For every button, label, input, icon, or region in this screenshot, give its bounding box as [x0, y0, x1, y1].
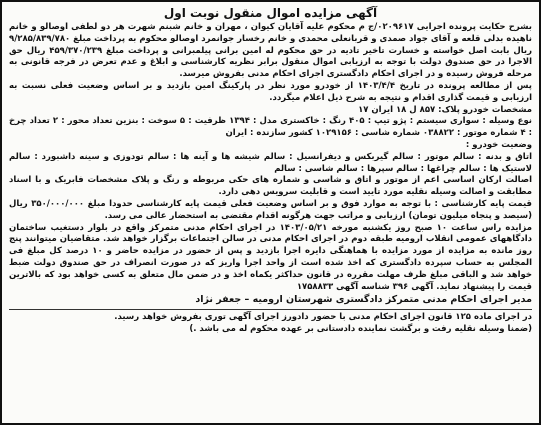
- authenticity-paragraph: اصالت ارکان اساسی اعم از موتور و اتاق و شاسی و شماره های حکی مربوطه و رنگ و پلاک مشخصات فابریک و با اسناد مطابقت و اصالت وسیله نقلیه مورد تایید است و قابلیت سرویس دهی دارد.: [9, 175, 532, 198]
- vehicle-condition: اتاق و بدنه : سالم موتور : سالم گیربکس و دیفرانسیل : سالم شیشه ها و آینه ها : سالم تودوزی و سینه داشبورد : سالم لاستیک ها : سالم چراغها : سالم سپرها : سالم شاسی : سالم: [9, 151, 532, 174]
- article-paragraph: در اجرای ماده ۱۲۵ قانون اجرای احکام مدنی با حضور دادورز اجرای آگهی توری بفروش خواهد رسید.: [114, 312, 532, 323]
- case-paragraph: بشرح حکایت پرونده اجرایی ۰۲۰۹۶۱۷/ج م محکوم علیه آقایان کیوان ، مهران و خانم شبنم شهرت هر دو لطفی اوصالو و خانم ناهیده بدلی قلعه و آقای جواد صمدی و قربانعلی محمدی و خانم رخسار جوانمرد اوصالو محکوم به پرداخت مبلغ ۹/۲۸۵/۸۳۹/۷۸۰ ریال بابت اصل خواسته و خسارت تاخیر تادیه در حق محکوم له امین برانی پیلمبرانی و پرداخت مبلغ ۴۵۹/۳۷۰/۲۳۹ ریال حق الاجرا در حق صندوق دولت با توجه به ارزیابی اموال منقول برابر نظریه کارشناسی و ابلاغ و عدم تعرض در فرجه قانونی به مرحله فروش رسیده و در اجرای احکام دادگستری اجرای احکام مدنی بفروش میرسد.: [9, 22, 532, 80]
- separator-line: [9, 309, 532, 310]
- inspection-paragraph: پس از مطالعه پرونده در تاریخ ۱۴۰۳/۴/۴ از خودرو مورد نظر در پارکینگ امین بازدید و بر اساس وضعیت فعلی نسبت به ارزیابی و قیمت گذاری اقدام و نتیجه به شرح ذیل اعلام میگردد.: [9, 80, 532, 103]
- base-price-paragraph: قیمت پایه کارشناسی : با توجه به موارد فوق و بر اساس وضعیت فعلی قیمت پایه کارشناسی حدودا مبلغ ۳۵۰/۰۰۰/۰۰۰ ریال (سیصد و پنجاه میلیون تومان) ارزیابی و مراتب جهت هرگونه اقدام مقتضی به استحضار عالی می رسد.: [9, 198, 532, 221]
- note-paragraph: (ضمنا وسیله نقلیه رفت و برگشت نماینده دادستانی بر عهده محکوم له می باشد .): [189, 324, 532, 335]
- auction-terms-paragraph: مزایده راس ساعت ۱۰ صبح روز یکشنبه مورخه ۱۴۰۳/۰۵/۲۱ در اجرای احکام مدنی متمرکز واقع در بلوار دستغیب ساختمان دادگاههای عمومی انقلاب ارومیه طبقه دوم در اجرای احکام مدنی در سالن اجتماعات برگزار خواهد شد. متقاضیان میتوانند پنج روز مانده به مزایده از مورد مزایده با هماهنگی دایره اجرا بازدید و پس از حضور در مزایده حاضر و ۱۰ درصد کل مبلغ فی المجلس به حساب سپرده دادگستری که اخذ شده است از واحد اجرا واریز که در صورت انصراف در حق صندوق دولت ضبط خواهد شد و الباقی مبلغ ظرف مهلت مقرره در قانون حداکثر یکماه اخذ و در ضمن مال متعلق به کسی خواهد بود که بالاترین قیمت را پیشنهاد نماید. آگهی ۳۹۶ شناسه آگهی ۱۷۵۸۸۳۳: [9, 222, 533, 292]
- vehicle-condition-heading: وضعیت خودرو :: [465, 139, 532, 150]
- vehicle-plate: مشخصات خودرو پلاک: ۸۵۷ ل ۱۸ ایران ۱۷: [358, 104, 532, 115]
- signature-line: مدیر اجرای احکام مدنی متمرکز دادگستری شهرستان ارومیه – جعفر نژاد: [195, 294, 532, 306]
- notice-title: آگهی مزایده اموال منقول نوبت اول: [163, 6, 378, 20]
- vehicle-specs: نوع وسیله : سواری سیستم : پژو تیپ : ۴۰۵ رنگ : خاکستری مدل : ۱۳۹۴ ظرفیت : ۵ سوخت : بنزین تعداد محور : ۲ تعداد چرخ : ۴ شماره موتور : ۰۳۸۸۲۲ شماره شاسی : ۱۰۲۹۱۵۶ کشور سازنده : ایران: [9, 116, 532, 139]
